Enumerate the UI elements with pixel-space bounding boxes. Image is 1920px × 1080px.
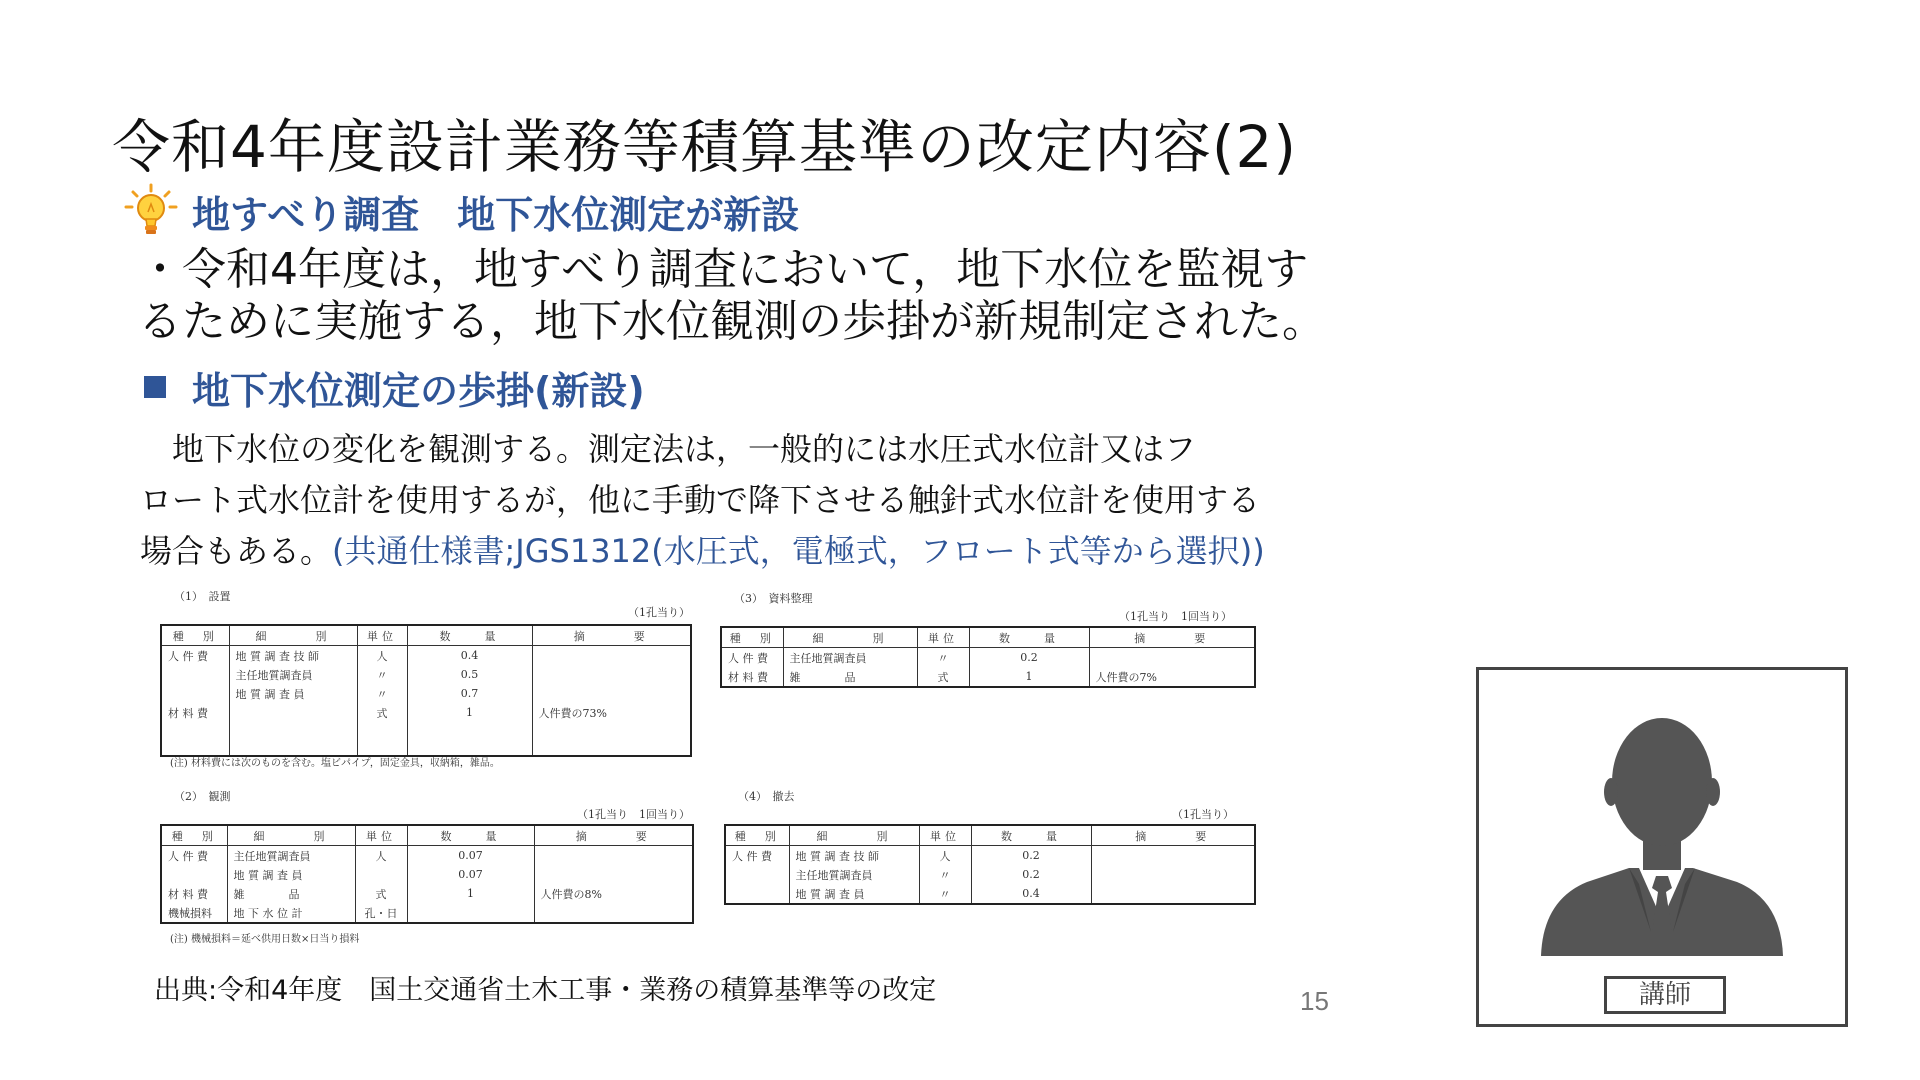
presenter-avatar-icon [1479, 670, 1845, 1024]
header-remarks: 摘 要 [1091, 825, 1255, 846]
intro-paragraph [138, 244, 1368, 348]
method-line-2: ロート式水位計を使用するが，他に手動で降下させる触針式水位計を使用する [140, 481, 1261, 519]
table-caption: （1） 設置 [174, 590, 231, 603]
table-row [161, 703, 691, 722]
table-unit: （1孔当り 1回当り） [577, 808, 690, 821]
table-data-arrangement-block [720, 590, 1260, 700]
cell-unit: 人 [919, 846, 971, 866]
table-data-arrangement [720, 626, 1256, 688]
table-caption: （4） 撤去 [738, 790, 795, 803]
header-type: 種 別 [161, 625, 229, 646]
cell-type: 機械損料 [161, 903, 227, 923]
cell-remarks [532, 684, 691, 703]
table-caption: （3） 資料整理 [734, 592, 813, 605]
cell-unit: 人 [355, 846, 407, 866]
table-header-row [721, 627, 1255, 648]
cell-unit: 〃 [357, 684, 407, 703]
slide-title: 令和4年度設計業務等積算基準の改定内容(2) [112, 113, 1298, 181]
cell-quantity: 0.5 [407, 665, 532, 684]
cell-unit: 〃 [917, 648, 969, 668]
table-row [161, 903, 693, 923]
cell-type: 材 料 費 [161, 703, 229, 722]
intro-line-2: るために実施する，地下水位観測の歩掛が新規制定された。 [138, 296, 1326, 347]
table-removal [724, 824, 1256, 905]
table-header-row [725, 825, 1255, 846]
table-observation-block [160, 788, 700, 948]
table-row [725, 865, 1255, 884]
table-row [161, 865, 693, 884]
table-header-row [161, 625, 691, 646]
cell-unit: 〃 [919, 884, 971, 904]
cell-detail [229, 703, 357, 722]
cell-quantity: 0.2 [971, 865, 1091, 884]
header-type: 種 別 [721, 627, 783, 648]
cell-quantity: 1 [407, 884, 534, 903]
cell-remarks [532, 665, 691, 684]
subtitle-groundwater [144, 362, 645, 412]
table-row [721, 648, 1255, 668]
cell-quantity: 1 [407, 703, 532, 722]
cell-unit: 〃 [919, 865, 971, 884]
cell-unit [355, 865, 407, 884]
cell-quantity: 1 [969, 667, 1089, 687]
cell-detail: 地 下 水 位 計 [227, 903, 355, 923]
table-row [721, 667, 1255, 687]
header-remarks: 摘 要 [534, 825, 693, 846]
table-row-blank [161, 722, 691, 756]
cell-detail: 地 質 調 査 員 [227, 865, 355, 884]
cell-remarks [1091, 846, 1255, 866]
cell-unit: 式 [355, 884, 407, 903]
cell-quantity: 0.07 [407, 846, 534, 866]
cell-type: 材 料 費 [161, 884, 227, 903]
square-bullet-icon [144, 376, 166, 398]
cell-remarks [1091, 884, 1255, 904]
page-number: 15 [1300, 986, 1329, 1016]
cell-type [161, 865, 227, 884]
cell-remarks [534, 846, 693, 866]
cell-detail: 雑 品 [783, 667, 917, 687]
cell-quantity: 0.07 [407, 865, 534, 884]
header-unit: 単位 [357, 625, 407, 646]
table-row [161, 646, 691, 666]
table-row [161, 846, 693, 866]
header-unit: 単位 [919, 825, 971, 846]
cell-type: 人 件 費 [721, 648, 783, 668]
method-line-3-plain: 場合もある。 [140, 532, 333, 570]
cell-remarks [1091, 865, 1255, 884]
header-unit: 単位 [355, 825, 407, 846]
method-paragraph [140, 424, 1360, 577]
cell-unit: 式 [357, 703, 407, 722]
cell-detail: 地 質 調 査 技 師 [229, 646, 357, 666]
table-removal-block [724, 788, 1264, 918]
cell-quantity: 0.2 [969, 648, 1089, 668]
method-line-1: 地下水位の変化を観測する。測定法は，一般的には水圧式水位計又はフ [140, 430, 1197, 468]
cell-quantity: 0.2 [971, 846, 1091, 866]
cell-detail: 雑 品 [227, 884, 355, 903]
table-row [161, 665, 691, 684]
header-detail: 細 別 [227, 825, 355, 846]
header-remarks: 摘 要 [1089, 627, 1255, 648]
cell-type [161, 684, 229, 703]
table-header-row [161, 825, 693, 846]
lightbulb-icon [122, 182, 180, 240]
method-line-3 [140, 526, 1360, 577]
presenter-label: 講師 [1604, 976, 1726, 1014]
cell-type: 人 件 費 [161, 646, 229, 666]
header-unit: 単位 [917, 627, 969, 648]
header-quantity: 数 量 [969, 627, 1089, 648]
cell-remarks: 人件費の73% [532, 703, 691, 722]
source-citation: 出典:令和4年度 国土交通省土木工事・業務の積算基準等の改定 [154, 975, 937, 1006]
header-detail: 細 別 [783, 627, 917, 648]
table-note: (注) 材料費には次のものを含む。塩ビパイプ，固定金具，収納箱，雑品。 [170, 758, 500, 769]
table-observation [160, 824, 694, 924]
cell-unit: 〃 [357, 665, 407, 684]
header-quantity: 数 量 [971, 825, 1091, 846]
header-detail: 細 別 [789, 825, 919, 846]
presenter-panel [1476, 667, 1848, 1027]
cell-remarks [534, 903, 693, 923]
cell-type: 材 料 費 [721, 667, 783, 687]
cell-remarks [1089, 648, 1255, 668]
cell-remarks [534, 865, 693, 884]
cell-detail: 主任地質調査員 [783, 648, 917, 668]
cell-remarks: 人件費の7% [1089, 667, 1255, 687]
cell-detail: 地 質 調 査 技 師 [789, 846, 919, 866]
table-unit: （1孔当り 1回当り） [1119, 610, 1232, 623]
cell-type: 人 件 費 [161, 846, 227, 866]
header-type: 種 別 [161, 825, 227, 846]
subtitle2-text: 地下水位測定の歩掛(新設) [192, 368, 645, 413]
cell-remarks: 人件費の8% [534, 884, 693, 903]
cell-remarks [532, 646, 691, 666]
cell-type [161, 665, 229, 684]
table-unit: （1孔当り） [1172, 808, 1234, 821]
header-type: 種 別 [725, 825, 789, 846]
cell-unit: 孔・日 [355, 903, 407, 923]
table-row [725, 884, 1255, 904]
spec-reference: (共通仕様書;JGS1312(水圧式，電極式，フロート式等から選択)) [332, 532, 1265, 570]
header-remarks: 摘 要 [532, 625, 691, 646]
table-caption: （2） 観測 [174, 790, 231, 803]
cell-detail: 主任地質調査員 [229, 665, 357, 684]
header-quantity: 数 量 [407, 625, 532, 646]
cell-type [725, 865, 789, 884]
cell-quantity: 0.7 [407, 684, 532, 703]
cell-type [725, 884, 789, 904]
table-installation-block [160, 588, 700, 778]
subtitle-landslide [122, 182, 799, 240]
table-note: (注) 機械損料＝延べ供用日数×日当り損料 [170, 934, 360, 945]
header-quantity: 数 量 [407, 825, 534, 846]
cell-detail: 主任地質調査員 [227, 846, 355, 866]
cell-detail: 主任地質調査員 [789, 865, 919, 884]
subtitle1-text: 地すべり調査 地下水位測定が新設 [192, 192, 800, 237]
table-installation [160, 624, 692, 757]
table-row [161, 684, 691, 703]
cell-quantity: 0.4 [407, 646, 532, 666]
header-detail: 細 別 [229, 625, 357, 646]
table-unit: （1孔当り） [628, 606, 690, 619]
intro-line-1: ・令和4年度は，地すべり調査において，地下水位を監視す [138, 244, 1309, 295]
cell-quantity [407, 903, 534, 923]
table-row [161, 884, 693, 903]
cell-unit: 人 [357, 646, 407, 666]
cell-unit: 式 [917, 667, 969, 687]
cell-detail: 地 質 調 査 員 [229, 684, 357, 703]
cell-quantity: 0.4 [971, 884, 1091, 904]
table-row [725, 846, 1255, 866]
cell-type: 人 件 費 [725, 846, 789, 866]
cell-detail: 地 質 調 査 員 [789, 884, 919, 904]
